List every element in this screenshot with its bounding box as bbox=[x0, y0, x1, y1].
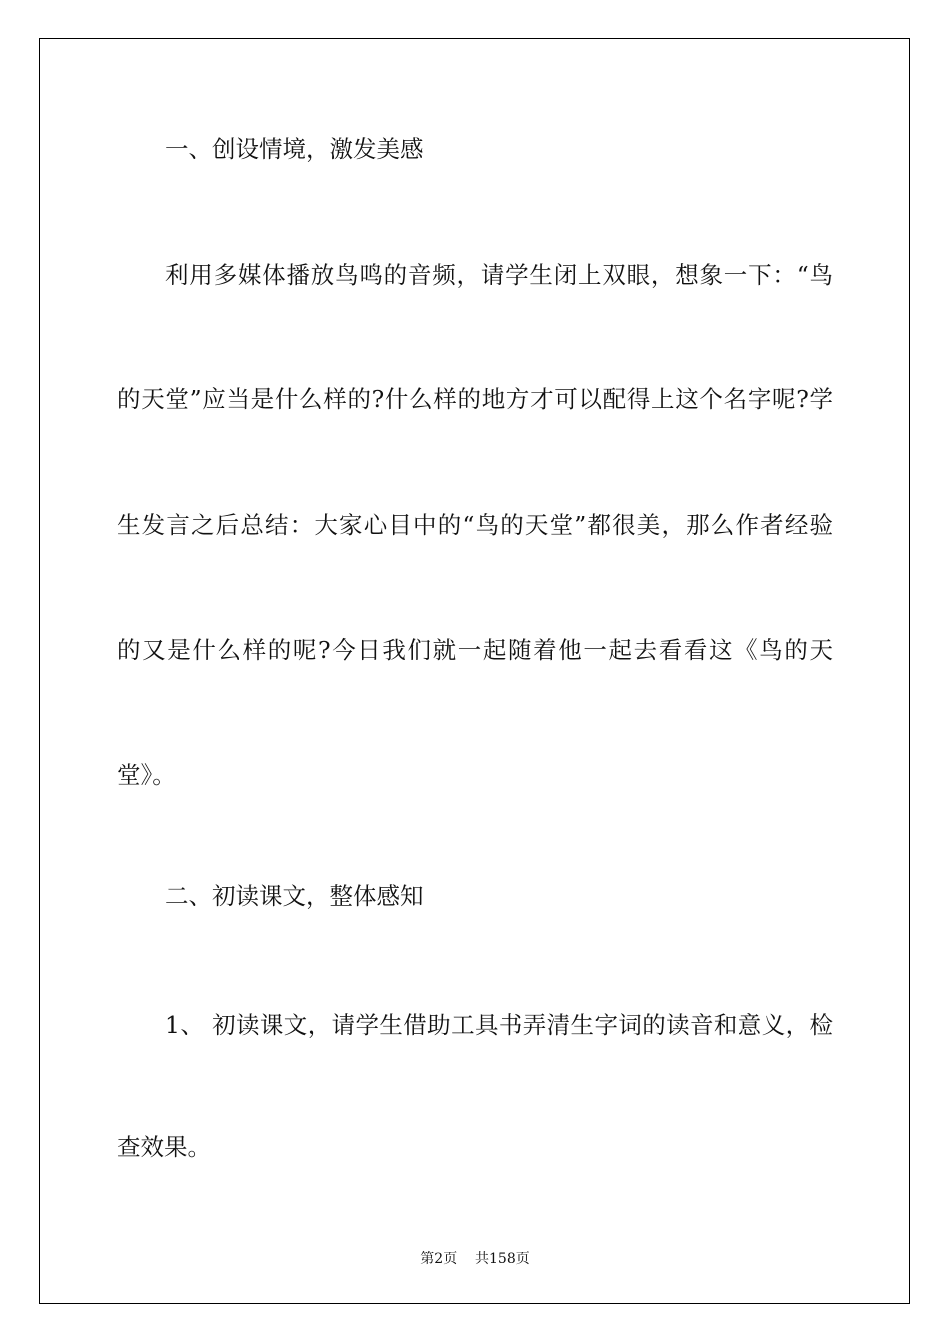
paragraph-line: 堂》。 bbox=[117, 761, 176, 789]
list-item-line: 1、 初读课文，请学生借助工具书弄清生字词的读音和意义，检 bbox=[165, 1011, 833, 1039]
paragraph-line: 利用多媒体播放鸟鸣的音频，请学生闭上双眼，想象一下：“鸟 bbox=[165, 261, 833, 289]
section-heading-1: 一、创设情境，激发美感 bbox=[165, 135, 424, 163]
total-pages: 158 bbox=[489, 1251, 516, 1267]
page-border bbox=[39, 38, 910, 1304]
page-number: 2 bbox=[434, 1251, 444, 1267]
total-prefix: 共 bbox=[475, 1251, 489, 1267]
page-prefix: 第 bbox=[420, 1251, 435, 1267]
list-item-line: 查效果。 bbox=[117, 1133, 211, 1161]
total-suffix: 页 bbox=[515, 1251, 530, 1267]
page-suffix: 页 bbox=[443, 1251, 458, 1267]
paragraph-line: 的天堂”应当是什么样的?什么样的地方才可以配得上这个名字呢?学 bbox=[117, 385, 833, 413]
page-footer bbox=[0, 1248, 950, 1268]
section-heading-2: 二、初读课文，整体感知 bbox=[165, 882, 424, 910]
paragraph-line: 的又是什么样的呢?今日我们就一起随着他一起去看看这《鸟的天 bbox=[117, 636, 833, 664]
paragraph-line: 生发言之后总结：大家心目中的“鸟的天堂”都很美，那么作者经验 bbox=[117, 511, 833, 539]
